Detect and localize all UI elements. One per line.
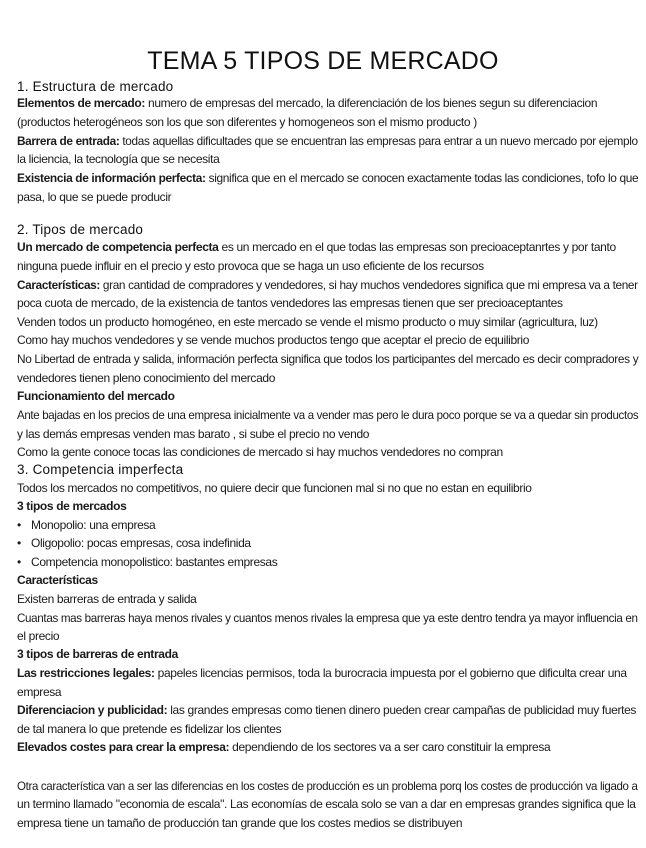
carac-heading: [17, 571, 98, 589]
existencia-line-1: [17, 169, 638, 187]
barrera-label: Barrera de entrada:: [17, 134, 120, 148]
barrera-line-1: [17, 132, 638, 150]
funcionamiento-line-3: Como la gente conoce tocas las condiciones de mercado si hay muchos vendedores no compran: [17, 445, 503, 459]
elevados-line: [17, 738, 550, 756]
tipos-item-1: Monopolio: una empresa: [31, 518, 156, 532]
otra-line-1: Otra característica van a ser las diferencias en los costes de producción es un problema porq los costes de producción va ligado a: [17, 779, 638, 793]
existencia-label: Existencia de información perfecta:: [17, 171, 206, 185]
barrera-line-2: la liciencia, la tecnología que se necesita: [17, 152, 220, 166]
diferenciacion-label: Diferenciacion y publicidad:: [17, 703, 168, 717]
tipos-bullet-2: [17, 534, 251, 552]
barreras-label: 3 tipos de barreras de entrada: [17, 647, 178, 661]
tipos-bullet-3: [17, 553, 277, 571]
imperfecta-intro: Todos los mercados no competitivos, no quiere decir que funcionen mal si no que no estan en equilibrio: [17, 481, 532, 495]
tipos-item-3: Competencia monopolistico: bastantes empresas: [31, 555, 278, 569]
section-1-heading: 1. Estructura de mercado: [17, 79, 174, 94]
caracteristicas-line-2: poca cuota de mercado, de la existencia de tantos vendedores las empresas tienen que ser precioaceptantes: [17, 296, 563, 310]
funcionamiento-line-2: y las demás empresas venden mas barato , si sube el precio no vendo: [17, 427, 370, 441]
caracteristicas-label: Características:: [17, 278, 100, 292]
como-line: Como hay muchos vendedores y se vende muchos productos tengo que aceptar el precio de equilibrio: [17, 333, 530, 347]
elementos-line-2: (productos heterogéneos son los que son diferentes y homogeneos son el mismo producto ): [17, 115, 477, 129]
carac-label: Características: [17, 573, 98, 587]
diferenciacion-line-2: de tal manera lo que pretende es fidelizar los clientes: [17, 722, 282, 736]
tipos-heading: [17, 497, 126, 515]
libertad-line-1: No Libertad de entrada y salida, información perfecta significa que todos los participantes del mercado es decir compradores y: [17, 352, 639, 366]
libertad-line-2: vendedores tienen pleno conocimiento del mercado: [17, 371, 276, 385]
caracteristicas-text-1: gran cantidad de compradores y vendedores, si hay muchos vendedores significa que mi empresa va a tener: [99, 278, 638, 292]
otra-line-2: un termino llamado "economia de escala". Las economías de escala solo se van a dar en empresas grandes significa que la: [17, 797, 636, 811]
diferenciacion-text-1: las grandes empresas como tienen dinero pueden crear campañas de publicidad muy fuertes: [167, 703, 637, 717]
restricciones-line-2: empresa: [17, 685, 62, 699]
document-title: TEMA 5 TIPOS DE MERCADO: [147, 47, 499, 75]
elementos-label: Elementos de mercado:: [17, 96, 146, 110]
caracteristicas-line-1: [17, 276, 638, 294]
otra-line-3: empresa tiene un tamaño de producción tan grande que los costes medios se distribuyen: [17, 816, 463, 830]
funcionamiento-heading: [17, 387, 175, 405]
existencia-line-2: pasa, lo que se puede producir: [17, 190, 172, 204]
tipos-label: 3 tipos de mercados: [17, 499, 127, 513]
restricciones-label: Las restricciones legales:: [17, 666, 155, 680]
elementos-text-1: numero de empresas del mercado, la diferenciación de los bienes segun su diferenciacion: [145, 96, 598, 110]
funcionamiento-label: Funcionamiento del mercado: [17, 389, 175, 403]
tipos-bullet-1: [17, 516, 155, 534]
bullet-icon: •: [17, 555, 21, 569]
competencia-line-1: [17, 238, 616, 256]
carac-line-1: Existen barreras de entrada y salida: [17, 592, 197, 606]
restricciones-text-1: papeles licencias permisos, toda la burocracia impuesta por el gobierno que dificulta crear una: [154, 666, 627, 680]
section-2-heading: 2. Tipos de mercado: [17, 222, 144, 237]
elevados-label: Elevados costes para crear la empresa:: [17, 740, 230, 754]
restricciones-line-1: [17, 664, 627, 682]
elementos-line-1: [17, 94, 597, 112]
bullet-icon: •: [17, 536, 21, 550]
competencia-label: Un mercado de competencia perfecta: [17, 240, 219, 254]
venden-line: Venden todos un producto homogéneo, en este mercado se vende el mismo producto o muy similar (agricultura, luz): [17, 315, 598, 329]
barreras-heading: [17, 645, 178, 663]
carac-line-3: el precio: [17, 629, 60, 643]
existencia-text-1: significa que en el mercado se conocen exactamente todas las condiciones, tofo lo que: [205, 171, 639, 185]
barrera-text-1: todas aquellas dificultades que se encuentran las empresas para entrar a un nuevo mercado por ejemplo: [119, 134, 638, 148]
diferenciacion-line-1: [17, 701, 636, 719]
competencia-text-1: es un mercado en el que todas las empresas son precioaceptanrtes y por tanto: [218, 240, 616, 254]
tipos-item-2: Oligopolio: pocas empresas, cosa indefinida: [31, 536, 251, 550]
section-3-heading: 3. Competencia imperfecta: [17, 462, 184, 477]
competencia-line-2: ninguna puede influir en el precio y esto provoca que se haga un uso eficiente de los recursos: [17, 259, 484, 273]
funcionamiento-line-1: Ante bajadas en los precios de una empresa inicialmente va a vender mas pero le dura poco porque se va a quedar sin productos: [17, 408, 639, 422]
elevados-text: dependiendo de los sectores va a ser caro constituir la empresa: [229, 740, 551, 754]
bullet-icon: •: [17, 518, 21, 532]
carac-line-2: Cuantas mas barreras haya menos rivales y cuantos menos rivales la empresa que ya este dentro tendra ya mayor influencia en: [17, 611, 638, 625]
